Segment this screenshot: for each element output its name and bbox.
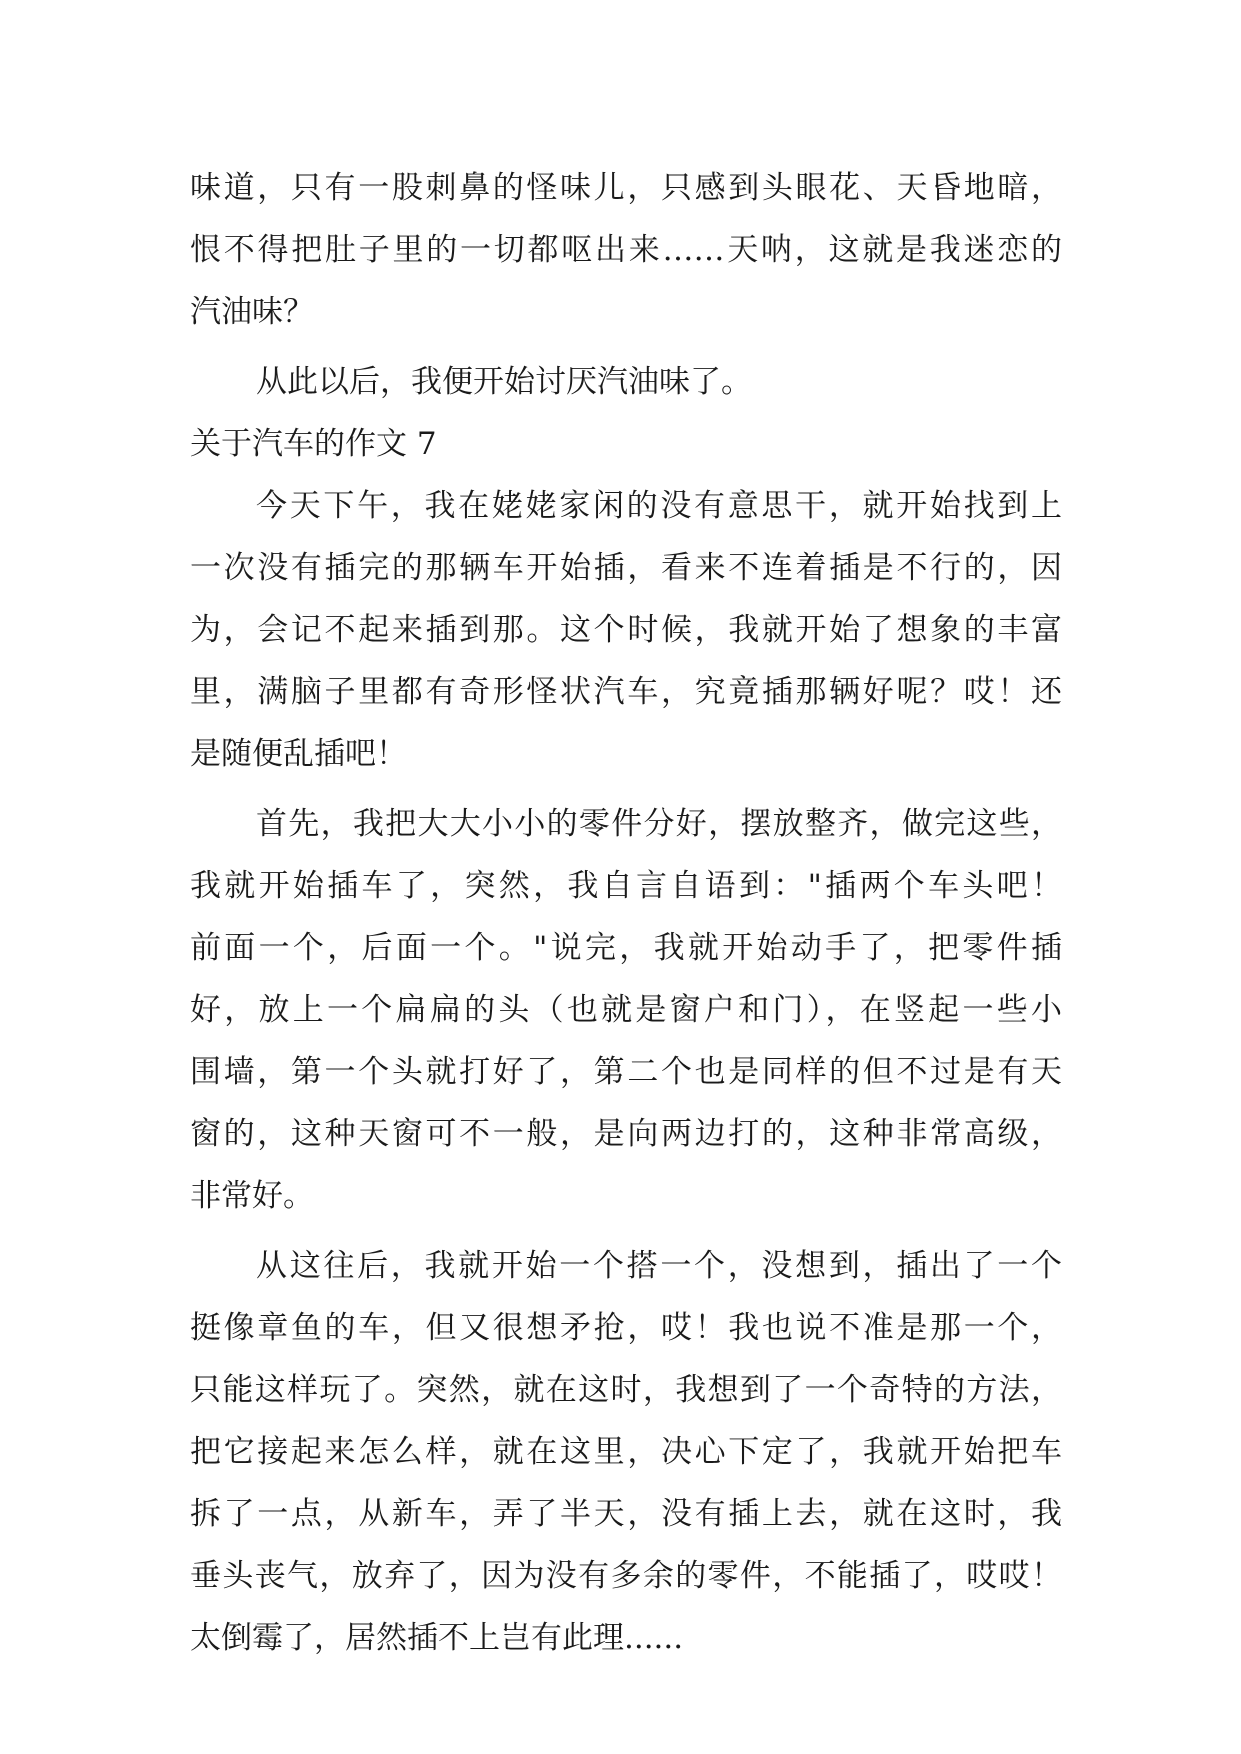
document-body — [190, 157, 1062, 1669]
text-line: 从此以后，我便开始讨厌汽油味了。 — [256, 364, 752, 400]
text-line: 里，满脑子里都有奇形怪状汽车，究竟插那辆好呢？哎！还 — [190, 674, 1062, 710]
text-line: 味道，只有一股刺鼻的怪味儿，只感到头眼花、天昏地暗， — [190, 170, 1062, 206]
text-line: 今天下午，我在姥姥家闲的没有意思干，就开始找到上 — [256, 488, 1062, 524]
paragraph — [190, 351, 1062, 413]
text-line: 挺像章鱼的车，但又很想矛抢，哎！我也说不准是那一个， — [190, 1310, 1062, 1346]
text-line: 围墙，第一个头就打好了，第二个也是同样的但不过是有天 — [190, 1054, 1062, 1090]
text-line: 汽油味？ — [190, 294, 314, 330]
text-line: 太倒霉了，居然插不上岂有此理...... — [190, 1620, 684, 1656]
text-line: 非常好。 — [190, 1178, 314, 1214]
text-line: 我就开始插车了，突然，我自言自语到："插两个车头吧！ — [190, 868, 1062, 904]
text-line: 好，放上一个扁扁的头（也就是窗户和门），在竖起一些小 — [190, 992, 1062, 1028]
text-line: 窗的，这种天窗可不一般，是向两边打的，这种非常高级， — [190, 1116, 1062, 1152]
text-line: 为，会记不起来插到那。这个时候，我就开始了想象的丰富 — [190, 612, 1062, 648]
text-line: 前面一个，后面一个。"说完，我就开始动手了，把零件插 — [190, 930, 1062, 966]
text-line: 只能这样玩了。突然，就在这时，我想到了一个奇特的方法， — [190, 1372, 1062, 1408]
text-line: 首先，我把大大小小的零件分好，摆放整齐，做完这些， — [256, 806, 1062, 842]
paragraph — [190, 475, 1062, 785]
text-line: 拆了一点，从新车，弄了半天，没有插上去，就在这时，我 — [190, 1496, 1062, 1532]
text-line: 把它接起来怎么样，就在这里，决心下定了，我就开始把车 — [190, 1434, 1062, 1470]
heading-text: 关于汽车的作文 7 — [190, 426, 437, 462]
paragraph — [190, 793, 1062, 1227]
text-line: 一次没有插完的那辆车开始插，看来不连着插是不行的，因 — [190, 550, 1062, 586]
text-line: 是随便乱插吧！ — [190, 736, 407, 772]
text-line: 恨不得把肚子里的一切都呕出来……天呐，这就是我迷恋的 — [190, 232, 1062, 268]
section-heading — [190, 413, 1062, 475]
paragraph — [190, 157, 1062, 343]
paragraph — [190, 1235, 1062, 1669]
text-line: 从这往后，我就开始一个搭一个，没想到，插出了一个 — [256, 1248, 1062, 1284]
text-line: 垂头丧气，放弃了，因为没有多余的零件，不能插了，哎哎！ — [190, 1558, 1062, 1594]
